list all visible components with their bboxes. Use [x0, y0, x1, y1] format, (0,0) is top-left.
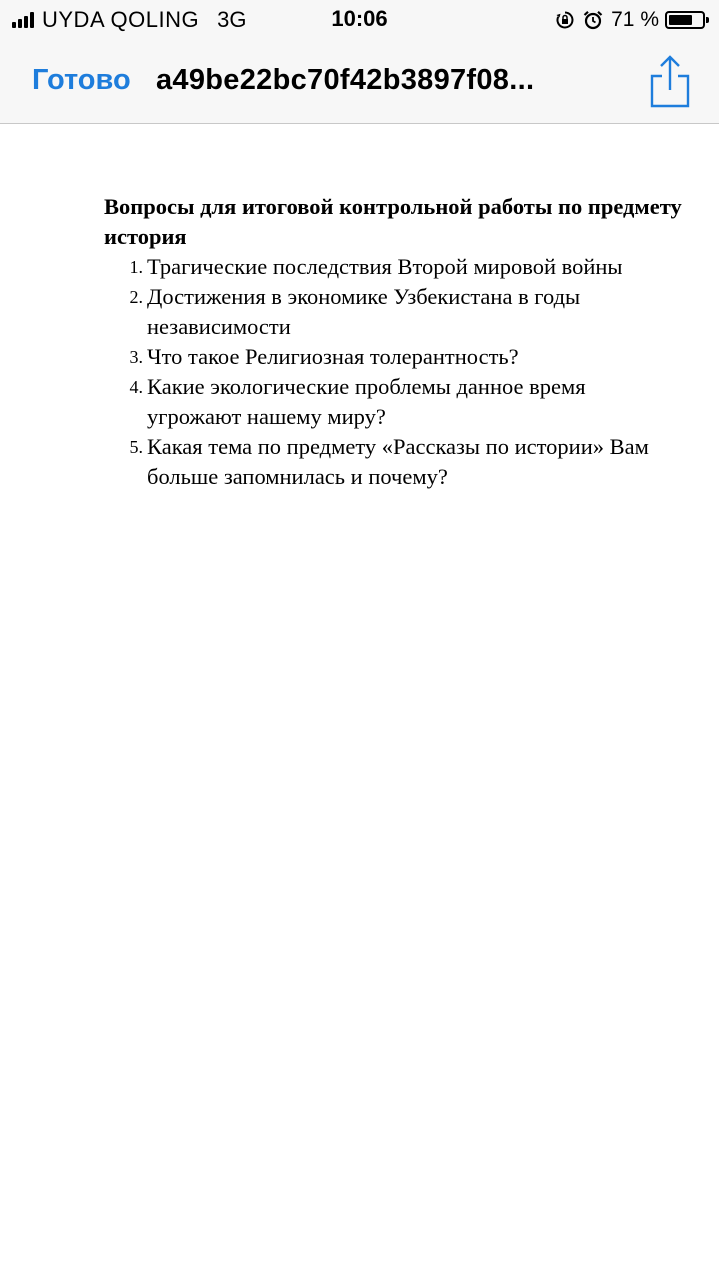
battery-fill — [669, 15, 692, 25]
question-list — [104, 252, 684, 492]
list-item-text: Трагические последствия Второй мировой войны — [147, 254, 623, 279]
list-item-number: 5. — [129, 437, 143, 457]
status-time: 10:06 — [331, 6, 388, 31]
list-item-number: 1. — [129, 257, 143, 277]
done-button[interactable]: Готово — [32, 64, 131, 96]
list-item — [104, 282, 684, 342]
battery-percent: 71 % — [611, 8, 659, 31]
list-item-number: 2. — [129, 287, 143, 307]
list-item — [104, 252, 684, 282]
document-content — [104, 192, 684, 492]
alarm-icon — [583, 10, 603, 30]
share-icon[interactable] — [646, 54, 694, 110]
list-item-text: Что такое Религиозная толерантность? — [147, 344, 519, 369]
battery-icon — [665, 11, 705, 29]
document-title: a49be22bc70f42b3897f08... — [156, 64, 535, 96]
status-bar — [0, 0, 719, 40]
list-item-number: 3. — [129, 347, 143, 367]
list-item-text: Достижения в экономике Узбекистана в годы независимости — [147, 284, 581, 339]
rotation-lock-icon — [555, 10, 575, 30]
list-item-text: Какие экологические проблемы данное время угрожают нашему миру? — [147, 374, 586, 429]
nav-bar — [0, 40, 719, 124]
status-bar-right — [555, 7, 705, 33]
document-heading: Вопросы для итоговой контрольной работы по предмету история — [104, 194, 682, 249]
carrier-name: UYDA QOLING — [42, 7, 200, 32]
list-item — [104, 342, 684, 372]
list-item — [104, 432, 684, 492]
list-item-number: 4. — [129, 377, 143, 397]
network-type: 3G — [217, 7, 247, 32]
list-item-text: Какая тема по предмету «Рассказы по истории» Вам больше запомнилась и почему? — [147, 434, 649, 489]
list-item — [104, 372, 684, 432]
